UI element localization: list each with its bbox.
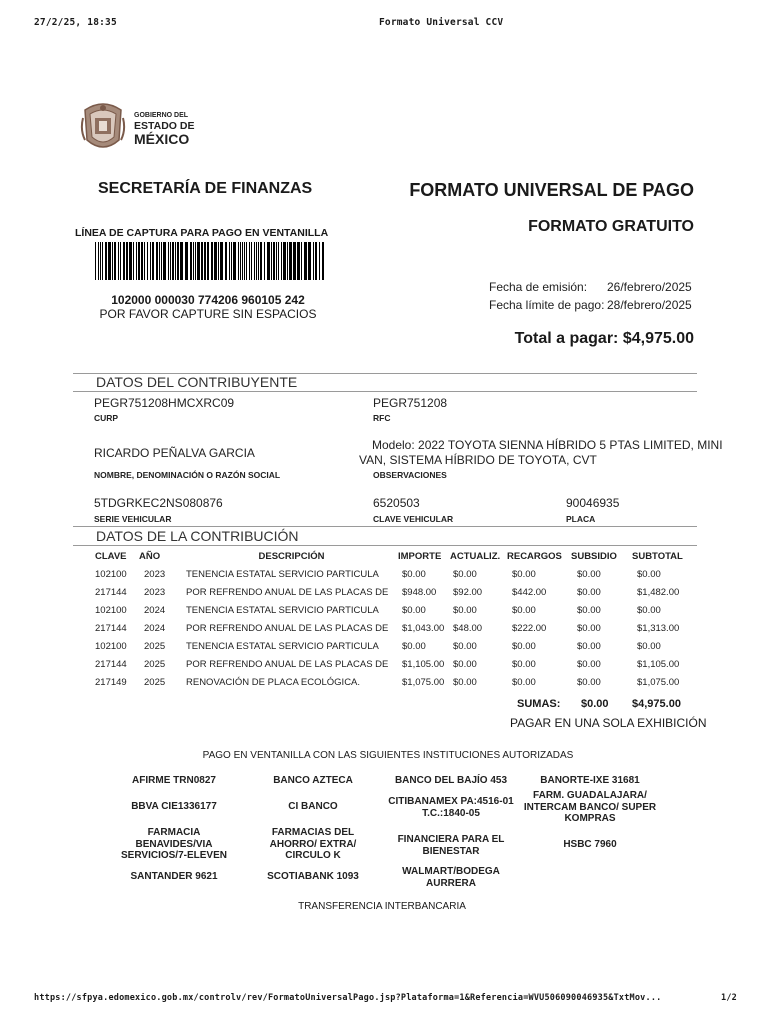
contribuyente-title: DATOS DEL CONTRIBUYENTE xyxy=(96,374,298,390)
cell-clave: 217144 xyxy=(95,622,127,634)
cell-subsidio: $0.00 xyxy=(577,676,601,688)
rfc-value: PEGR751208 xyxy=(373,396,448,410)
print-title: Formato Universal CCV xyxy=(379,17,504,28)
cell-importe: $0.00 xyxy=(402,604,426,616)
divider xyxy=(73,526,697,527)
cell-actualiz: $0.00 xyxy=(453,676,477,688)
institucion-item: SANTANDER 9621 xyxy=(130,871,218,882)
col-importe: IMPORTE xyxy=(398,550,442,562)
sumas-subsidio: $0.00 xyxy=(581,698,609,710)
institucion-item: BBVA CIE1336177 xyxy=(131,801,217,812)
divider xyxy=(73,391,697,392)
observaciones-line2: VAN, SISTEMA HÍBRIDO DE TOYOTA, CVT xyxy=(359,453,597,467)
footer-url[interactable]: https://sfpya.edomexico.gob.mx/controlv/rev/FormatoUniversalPago.jsp?Plataforma=1&Referencia=WVU506090046935&TxtMov... xyxy=(34,993,662,1003)
cell-subtotal: $0.00 xyxy=(637,640,661,652)
institucion-item: CI BANCO xyxy=(288,801,338,812)
cell-recargos: $0.00 xyxy=(512,604,536,616)
cell-clave: 217144 xyxy=(95,658,127,670)
institucion-item: BANCO AZTECA xyxy=(273,775,353,786)
table-header-row xyxy=(88,547,694,565)
col-anio: AÑO xyxy=(139,550,161,562)
observaciones-label: OBSERVACIONES xyxy=(373,470,447,480)
coat-of-arms-icon xyxy=(79,100,127,154)
cell-subtotal: $1,075.00 xyxy=(637,676,680,688)
cell-anio: 2025 xyxy=(144,658,166,670)
table-row xyxy=(88,619,694,637)
placa-label: PLACA xyxy=(566,514,596,524)
institucion-item: WALMART/BODEGA AURRERA xyxy=(402,866,500,889)
cell-subsidio: $0.00 xyxy=(577,568,601,580)
col-clave: CLAVE xyxy=(95,550,127,562)
cell-clave: 217149 xyxy=(95,676,127,688)
secretaria-title: SECRETARÍA DE FINANZAS xyxy=(98,180,313,197)
cell-importe: $0.00 xyxy=(402,568,426,580)
fecha-emision-label: Fecha de emisión: xyxy=(489,280,588,294)
cell-subtotal: $0.00 xyxy=(637,604,661,616)
cell-recargos: $0.00 xyxy=(512,568,536,580)
cell-subsidio: $0.00 xyxy=(577,658,601,670)
captura-label: LÍNEA DE CAPTURA PARA PAGO EN VENTANILLA xyxy=(75,227,329,239)
fecha-limite-label: Fecha límite de pago: xyxy=(489,298,605,312)
institucion-item: FINANCIERA PARA EL BIENESTAR xyxy=(397,834,505,857)
institucion-item: CITIBANAMEX PA:4516-01 T.C.:1840-05 xyxy=(388,796,514,819)
cell-anio: 2025 xyxy=(144,640,166,652)
instituciones-title: PAGO EN VENTANILLA CON LAS SIGUIENTES INSTITUCIONES AUTORIZADAS xyxy=(202,750,574,761)
placa-value: 90046935 xyxy=(566,496,620,510)
institucion-item: AFIRME TRN0827 xyxy=(132,775,216,786)
table-row xyxy=(88,655,694,673)
table-row xyxy=(88,637,694,655)
cell-descripcion: TENENCIA ESTATAL SERVICIO PARTICULA xyxy=(186,640,379,652)
col-subsidio: SUBSIDIO xyxy=(571,550,617,562)
cell-anio: 2024 xyxy=(144,604,166,616)
cell-actualiz: $48.00 xyxy=(453,622,483,634)
cell-anio: 2023 xyxy=(144,586,166,598)
cell-descripcion: TENENCIA ESTATAL SERVICIO PARTICULA xyxy=(186,604,379,616)
formato-gratuito: FORMATO GRATUITO xyxy=(528,218,694,235)
cell-subsidio: $0.00 xyxy=(577,622,601,634)
cell-subtotal: $1,105.00 xyxy=(637,658,680,670)
cell-anio: 2024 xyxy=(144,622,166,634)
cell-clave: 102100 xyxy=(95,568,127,580)
captura-note: POR FAVOR CAPTURE SIN ESPACIOS xyxy=(99,307,317,321)
rfc-label: RFC xyxy=(373,413,391,423)
sumas-label: SUMAS: xyxy=(517,698,561,710)
page-number: 1/2 xyxy=(721,993,737,1003)
col-recargos: RECARGOS xyxy=(507,550,562,562)
contribucion-table xyxy=(88,547,694,691)
clave-vehicular-label: CLAVE VEHICULAR xyxy=(373,514,454,524)
institucion-item: SCOTIABANK 1093 xyxy=(267,871,359,882)
observaciones-line1: Modelo: 2022 TOYOTA SIENNA HÍBRIDO 5 PTAS LIMITED, MINI xyxy=(372,438,723,452)
cell-anio: 2023 xyxy=(144,568,166,580)
nombre-value: RICARDO PEÑALVA GARCIA xyxy=(94,446,255,460)
cell-actualiz: $0.00 xyxy=(453,658,477,670)
cell-descripcion: POR REFRENDO ANUAL DE LAS PLACAS DE xyxy=(186,622,389,634)
col-descripcion: DESCRIPCIÓN xyxy=(258,550,325,562)
exhibicion-note: PAGAR EN UNA SOLA EXHIBICIÓN xyxy=(510,716,707,730)
cell-subsidio: $0.00 xyxy=(577,586,601,598)
sumas-total: $4,975.00 xyxy=(632,698,681,710)
cell-actualiz: $92.00 xyxy=(453,586,483,598)
cell-recargos: $222.00 xyxy=(512,622,547,634)
transferencia-note: TRANSFERENCIA INTERBANCARIA xyxy=(298,901,466,912)
table-row xyxy=(88,601,694,619)
logo-line1: GOBIERNO DEL xyxy=(134,112,189,119)
curp-label: CURP xyxy=(94,413,119,423)
curp-value: PEGR751208HMCXRC09 xyxy=(94,396,235,410)
serie-label: SERIE VEHICULAR xyxy=(94,514,172,524)
fecha-emision-value: 26/febrero/2025 xyxy=(607,280,692,294)
cell-descripcion: POR REFRENDO ANUAL DE LAS PLACAS DE xyxy=(186,586,389,598)
total-a-pagar: Total a pagar: $4,975.00 xyxy=(514,330,694,347)
institucion-item: BANCO DEL BAJÍO 453 xyxy=(394,775,508,786)
cell-subsidio: $0.00 xyxy=(577,640,601,652)
cell-subtotal: $1,313.00 xyxy=(637,622,680,634)
print-datetime: 27/2/25, 18:35 xyxy=(34,17,117,28)
cell-subtotal: $1,482.00 xyxy=(637,586,680,598)
cell-importe: $1,105.00 xyxy=(402,658,445,670)
divider xyxy=(73,545,697,546)
cell-clave: 102100 xyxy=(95,604,127,616)
cell-actualiz: $0.00 xyxy=(453,568,477,580)
cell-importe: $0.00 xyxy=(402,640,426,652)
col-actualiz: ACTUALIZ. xyxy=(450,550,501,562)
cell-subtotal: $0.00 xyxy=(637,568,661,580)
barcode xyxy=(95,242,325,280)
cell-actualiz: $0.00 xyxy=(453,604,477,616)
cell-importe: $1,043.00 xyxy=(402,622,445,634)
logo-line2: ESTADO DE xyxy=(134,120,195,132)
institucion-item: HSBC 7960 xyxy=(563,839,617,850)
nombre-label: NOMBRE, DENOMINACIÓN O RAZÓN SOCIAL xyxy=(94,470,281,480)
table-row xyxy=(88,565,694,583)
table-row xyxy=(88,673,694,691)
clave-vehicular-value: 6520503 xyxy=(373,496,420,510)
cell-importe: $1,075.00 xyxy=(402,676,445,688)
formato-title: FORMATO UNIVERSAL DE PAGO xyxy=(409,180,694,200)
cell-recargos: $0.00 xyxy=(512,658,536,670)
table-row xyxy=(88,583,694,601)
captura-number: 102000 000030 774206 960105 242 xyxy=(111,293,305,307)
cell-actualiz: $0.00 xyxy=(453,640,477,652)
cell-subsidio: $0.00 xyxy=(577,604,601,616)
institucion-item: FARMACIA BENAVIDES/VIA SERVICIOS/7-ELEVEN xyxy=(121,827,227,861)
cell-descripcion: RENOVACIÓN DE PLACA ECOLÓGICA. xyxy=(186,676,361,688)
fecha-limite-value: 28/febrero/2025 xyxy=(607,298,692,312)
serie-value: 5TDGRKEC2NS080876 xyxy=(94,496,223,510)
logo-line3: MÉXICO xyxy=(134,131,190,147)
cell-descripcion: POR REFRENDO ANUAL DE LAS PLACAS DE xyxy=(186,658,389,670)
institucion-item: FARMACIAS DEL AHORRO/ EXTRA/ CIRCULO K xyxy=(269,827,357,861)
contribucion-title: DATOS DE LA CONTRIBUCIÓN xyxy=(96,528,299,544)
col-subtotal: SUBTOTAL xyxy=(632,550,683,562)
cell-clave: 217144 xyxy=(95,586,127,598)
cell-recargos: $442.00 xyxy=(512,586,547,598)
cell-importe: $948.00 xyxy=(402,586,437,598)
cell-recargos: $0.00 xyxy=(512,640,536,652)
cell-clave: 102100 xyxy=(95,640,127,652)
cell-recargos: $0.00 xyxy=(512,676,536,688)
institucion-item: FARM. GUADALAJARA/ INTERCAM BANCO/ SUPER KOMPRAS xyxy=(523,790,657,824)
cell-descripcion: TENENCIA ESTATAL SERVICIO PARTICULA xyxy=(186,568,379,580)
institucion-item: BANORTE-IXE 31681 xyxy=(540,775,640,786)
cell-anio: 2025 xyxy=(144,676,166,688)
